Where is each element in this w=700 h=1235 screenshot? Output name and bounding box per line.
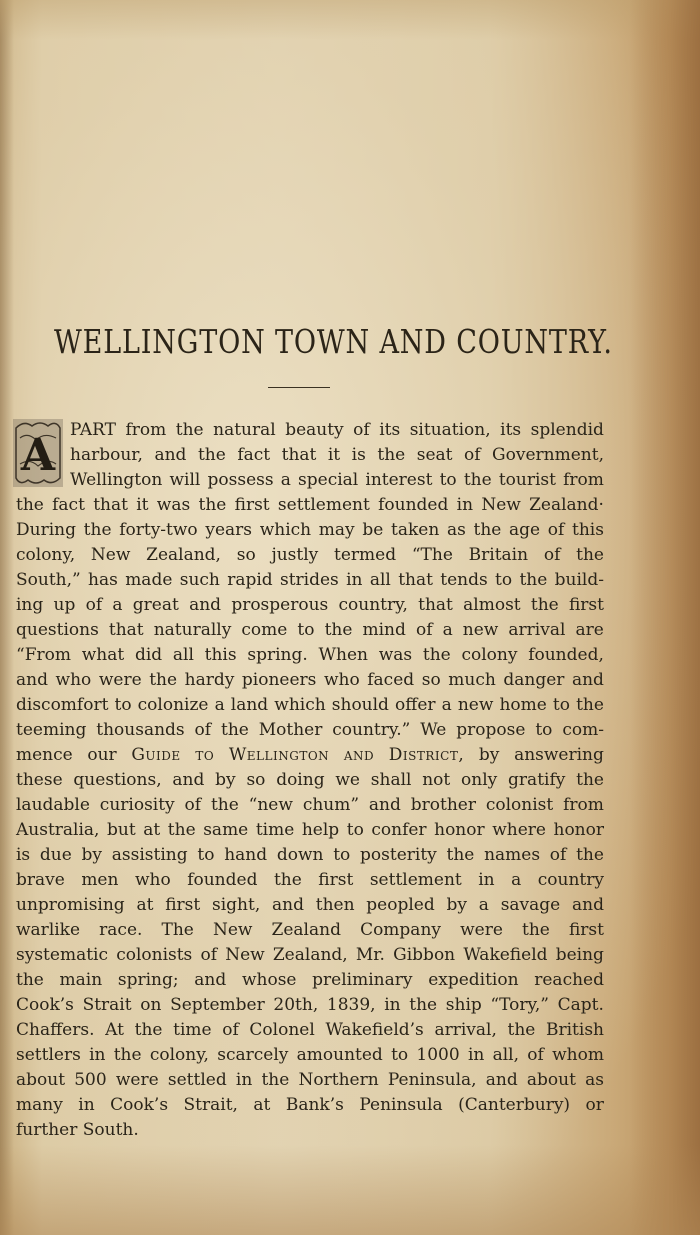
text-line: is due by assisting to hand down to posterity the names of the <box>16 845 604 865</box>
page-shadow-top <box>0 0 700 40</box>
text-line: PART from the natural beauty of its situation, its splendid <box>70 420 604 440</box>
text-line: teeming thousands of the Mother country.” We propose to com- <box>16 720 604 740</box>
text-line: colony, New Zealand, so justly termed “The Britain of the <box>16 545 604 565</box>
text-line: “From what did all this spring. When was the colony founded, <box>16 645 604 665</box>
text-line: Chaffers. At the time of Colonel Wakefield’s arrival, the British <box>16 1020 604 1040</box>
page-shadow-bottom <box>0 1145 700 1235</box>
text-line: these questions, and by so doing we shall not only gratify the <box>16 770 604 790</box>
text-line: the main spring; and whose preliminary expedition reached <box>16 970 604 990</box>
text-line: Cook’s Strait on September 20th, 1839, in the ship “Tory,” Capt. <box>16 995 604 1015</box>
text-line: questions that naturally come to the mind of a new arrival are <box>16 620 604 640</box>
text-line: systematic colonists of New Zealand, Mr. Gibbon Wakefield being <box>16 945 604 965</box>
text-line: many in Cook’s Strait, at Bank’s Peninsula (Canterbury) or <box>16 1095 604 1115</box>
page-shadow-right <box>630 0 700 1235</box>
text-line: laudable curiosity of the “new chum” and brother colonist from <box>16 795 604 815</box>
text-line: and who were the hardy pioneers who faced so much danger and <box>16 670 604 690</box>
text-line: South,” has made such rapid strides in all that tends to the build- <box>16 570 604 590</box>
text-line: Australia, but at the same time help to confer honor where honor <box>16 820 604 840</box>
text-line: During the forty-two years which may be taken as the age of this <box>16 520 604 540</box>
page-title: WELLINGTON TOWN AND COUNTRY. <box>54 322 613 361</box>
text-line: about 500 were settled in the Northern Peninsula, and about as <box>16 1070 604 1090</box>
text-line: discomfort to colonize a land which should offer a new home to the <box>16 695 604 715</box>
text-line: settlers in the colony, scarcely amounted to 1000 in all, of whom <box>16 1045 604 1065</box>
page-shadow-left <box>0 0 14 1235</box>
title-rule <box>268 387 330 388</box>
text-line: Wellington will possess a special interest to the tourist from <box>70 470 604 490</box>
text-line: the fact that it was the first settlement founded in New Zealand· <box>16 495 604 515</box>
text-line: warlike race. The New Zealand Company were the first <box>16 920 604 940</box>
dropcap-letter: A <box>20 430 56 481</box>
text-line: harbour, and the fact that it is the seat of Government, <box>70 445 604 465</box>
text-line: mence our Guide to Wellington and District, by answering <box>16 745 604 765</box>
article-text <box>16 418 604 1143</box>
text-line: further South. <box>16 1120 139 1140</box>
text-line: ing up of a great and prosperous country, that almost the first <box>16 595 604 615</box>
text-line: brave men who founded the first settlement in a country <box>16 870 604 890</box>
text-line: unpromising at first sight, and then peopled by a savage and <box>16 895 604 915</box>
